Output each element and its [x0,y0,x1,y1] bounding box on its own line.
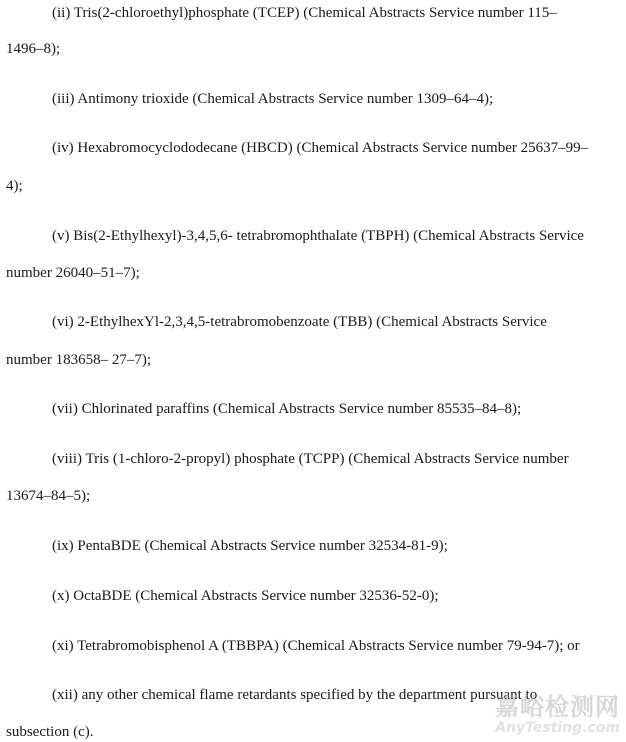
item-v-line-1: (v) Bis(2-Ethylhexyl)-3,4,5,6- tetrabromophthalate (TBPH) (Chemical Abstracts Service [52,228,584,244]
item-viii-line-2: 13674–84–5); [6,488,91,504]
item-iii-line-1: (iii) Antimony trioxide (Chemical Abstracts Service number 1309–64–4); [52,91,494,107]
item-v-line-2: number 26040–51–7); [6,265,140,281]
item-xii-line-2: subsection (c). [6,724,94,740]
item-iv-line-2: 4); [6,178,23,194]
watermark-cn: 嘉峪检测网 [495,693,620,721]
item-vi-line-1: (vi) 2-EthylhexYl-2,3,4,5-tetrabromobenzoate (TBB) (Chemical Abstracts Service [52,314,547,330]
item-x-line-1: (x) OctaBDE (Chemical Abstracts Service number 32536-52-0); [52,588,439,604]
item-vi-line-2: number 183658– 27–7); [6,352,151,368]
item-ii-line-2: 1496–8); [6,41,61,57]
watermark-en: AnyTesting.com [495,720,620,736]
item-xii-line-1: (xii) any other chemical flame retardants specified by the department pursuant to [52,687,538,703]
item-ix-line-1: (ix) PentaBDE (Chemical Abstracts Service number 32534-81-9); [52,538,448,554]
item-ii-line-1: (ii) Tris(2-chloroethyl)phosphate (TCEP) (Chemical Abstracts Service number 115– [52,5,557,21]
item-iv-line-1: (iv) Hexabromocyclododecane (HBCD) (Chemical Abstracts Service number 25637–99– [52,140,589,156]
item-vii-line-1: (vii) Chlorinated paraffins (Chemical Abstracts Service number 85535–84–8); [52,401,522,417]
item-xi-line-1: (xi) Tetrabromobisphenol A (TBBPA) (Chemical Abstracts Service number 79-94-7); or [52,638,580,654]
item-viii-line-1: (viii) Tris (1-chloro-2-propyl) phosphate (TCPP) (Chemical Abstracts Service number [52,451,569,467]
